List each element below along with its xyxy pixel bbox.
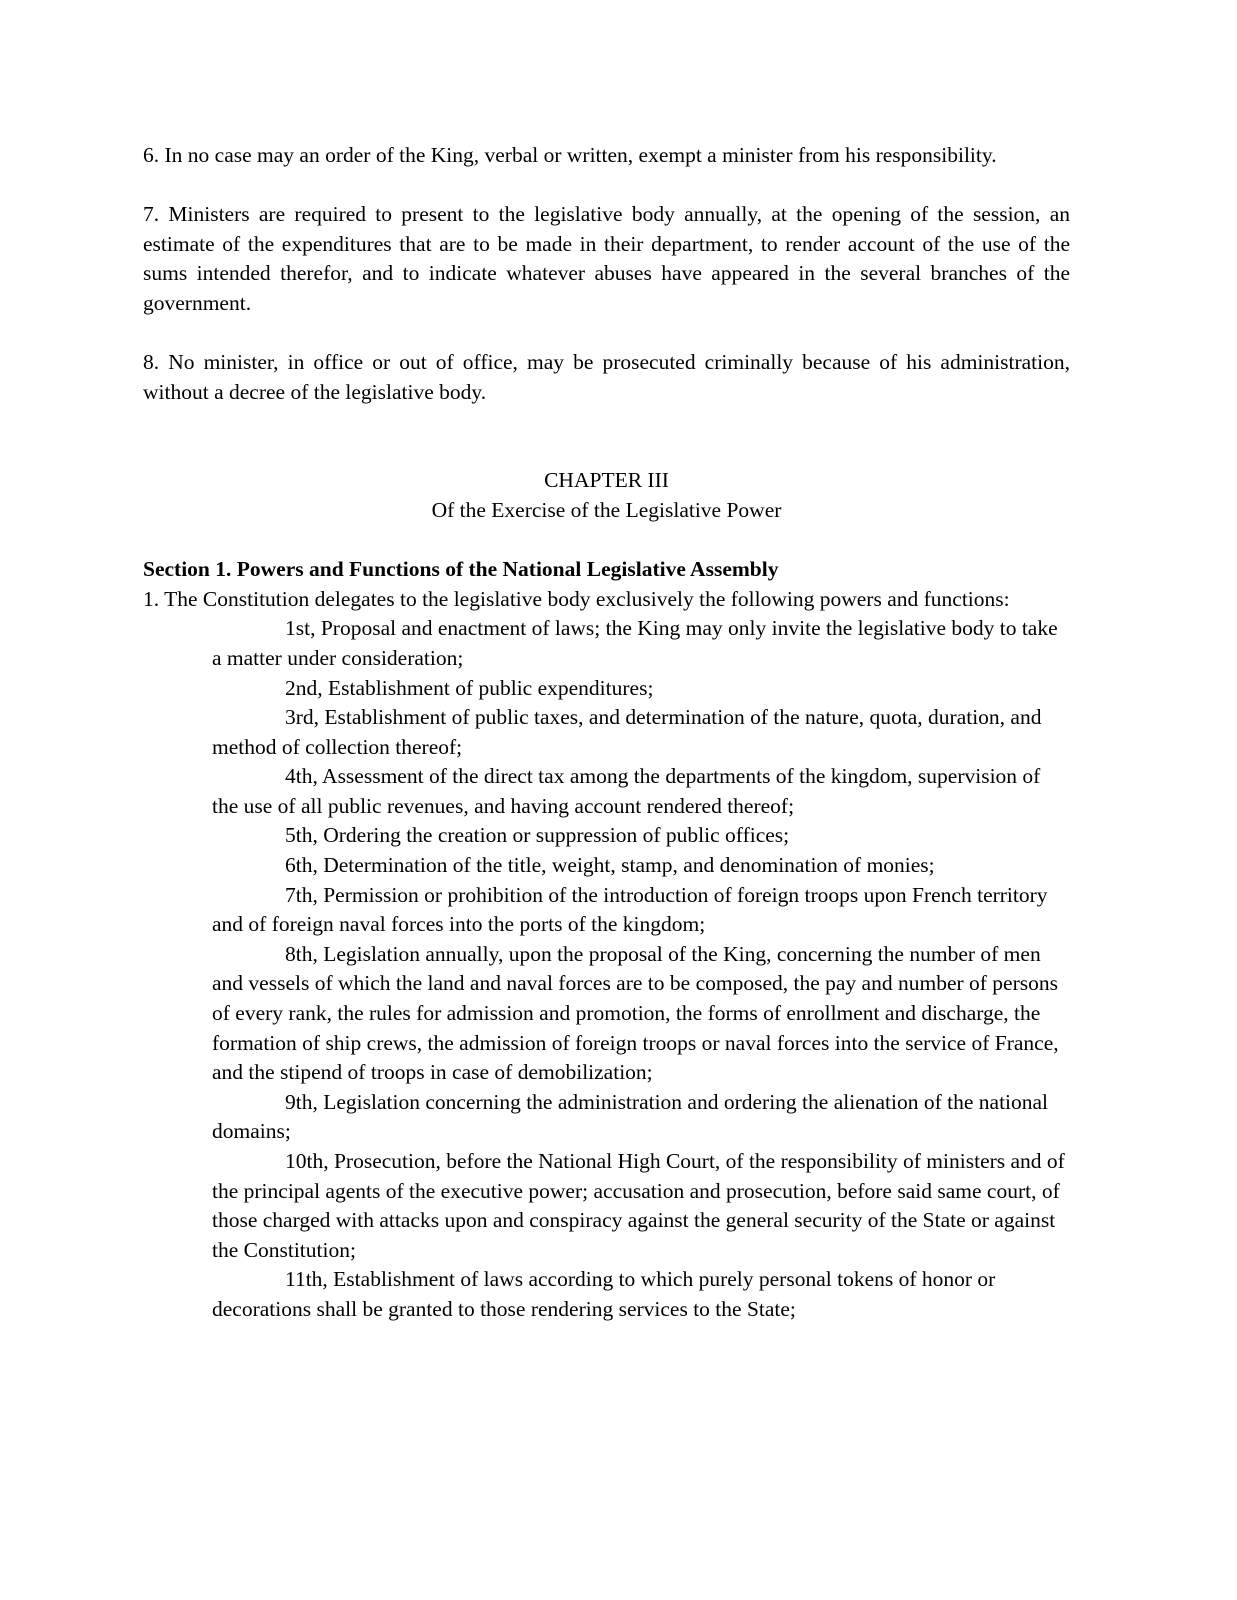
list-item: 5th, Ordering the creation or suppression of public offices; [285,823,790,848]
chapter-heading-block [143,466,1070,525]
paragraph-6: 6. In no case may an order of the King, verbal or written, exempt a minister from his responsibility. [143,143,997,167]
list-item: 3rd, Establishment of public taxes, and determination of the nature, quota, duration, and method of collection thereof; [212,705,1042,759]
section-heading: Section 1. Powers and Functions of the National Legislative Assembly [143,557,779,582]
list-item: 2nd, Establishment of public expenditures; [285,675,654,700]
list-item: 1st, Proposal and enactment of laws; the King may only invite the legislative body to take a matter under consideration; [212,616,1058,670]
list-item: 9th, Legislation concerning the administration and ordering the alienation of the national domains; [212,1089,1049,1144]
chapter-title: CHAPTER III [544,468,669,493]
list-item: 10th, Prosecution, before the National High Court, of the responsibility of ministers and of the principal agents of the executive power; accusation and prosecution, before said same court, of those charged with attacks upon and conspiracy against the general security of the State or against the Constitution; [212,1149,1065,1262]
paragraph-8: 8. No minister, in office or out of office, may be prosecuted criminally because of his administration, without a decree of the legislative body. [143,350,1070,404]
list-item: 11th, Establishment of laws according to which purely personal tokens of honor or decorations shall be granted to those rendering services to the State; [212,1267,996,1321]
enumerated-powers-list [143,614,1070,1324]
list-item: 7th, Permission or prohibition of the introduction of foreign troops upon French territory and of foreign naval forces into the ports of the kingdom; [212,882,1048,937]
list-item: 8th, Legislation annually, upon the proposal of the King, concerning the number of men and vessels of which the land and naval forces are to be composed, the pay and number of persons of every rank, the rules for admission and promotion, the forms of enrollment and discharge, the formation of ship crews, the admission of foreign troops or naval forces into the service of France, and the stipend of troops in case of demobilization; [212,941,1059,1085]
chapter-subtitle: Of the Exercise of the Legislative Power [431,497,782,522]
document-text-column [143,141,1070,1325]
paragraph-7: 7. Ministers are required to present to the legislative body annually, at the opening of the session, an estimate of the expenditures that are to be made in their department, to render account of the use of the sums intended therefor, and to indicate whatever abuses have appeared in the several branches of the government. [143,202,1070,315]
section-intro-paragraph: 1. The Constitution delegates to the legislative body exclusively the following powers and functions: [143,586,1010,611]
list-item: 4th, Assessment of the direct tax among the departments of the kingdom, supervision of the use of all public revenues, and having account rendered thereof; [212,764,1041,818]
list-item: 6th, Determination of the title, weight, stamp, and denomination of monies; [285,853,935,878]
